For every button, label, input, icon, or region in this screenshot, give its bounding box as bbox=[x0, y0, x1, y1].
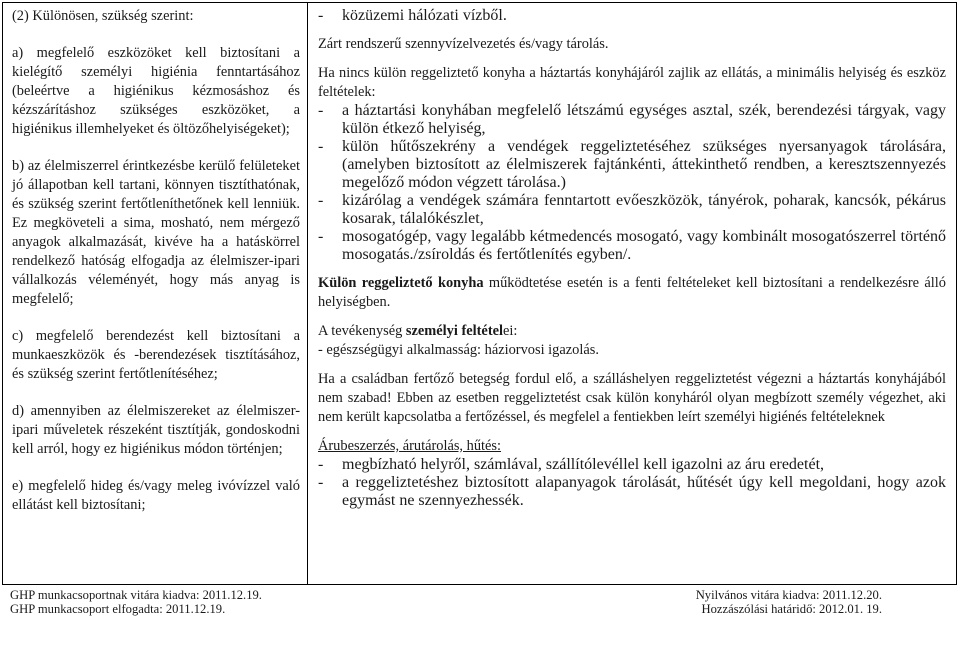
purchase-item: - a reggeliztetéshez biztosított alapanyagok tárolását, hűtését úgy kell megoldani, hogy azok egymást ne szennyezhessék. bbox=[318, 474, 946, 509]
water-supply-item: - közüzemi hálózati vízből. bbox=[318, 7, 946, 25]
paragraph-a: a) megfelelő eszközöket kell biztosítani a kielégítő személyi higiénia fenntartásához (beleértve a higiénikus kézmosáshoz és kézszárításhoz szükséges eszközöket, a higiénikus illemhelyeket és öltözőhelyiségeket); bbox=[12, 45, 300, 137]
kitchen-item: - a háztartási konyhában megfelelő létszámú egységes asztal, szék, berendezési tárgyak, vagy külön étkező helyiség, bbox=[318, 102, 946, 137]
footer-right-line2: Hozzászólási határidő: 2012.01. 19. bbox=[701, 602, 882, 616]
kitchen-intro: Ha nincs külön reggeliztető konyha a háztartás konyhájáról zajlik az ellátás, a minimális helyiség és eszköz feltételek: bbox=[318, 65, 946, 100]
footer-left-line1: GHP munkacsoportnak vitára kiadva: 2011.12.19. bbox=[10, 588, 262, 602]
paragraph-b: b) az élelmiszerrel érintkezésbe kerülő felületeket jó állapotban kell tartani, könnyen tisztíthatónak, és szükség szerint fertőtleníthetőnek kell lenniük. Ez megköveteli a sima, mosható, nem mérgező anyagok alkalmazását, kivéve ha a hatáskörrel rendelkező hatóság elfogadja az élelmiszer-ipari vállalkozás véleményét, hogy más anyag is megfelelő; bbox=[12, 158, 300, 307]
kitchen-item: - mosogatógép, vagy legalább kétmedencés mosogató, vagy kombinált mosogatószerrel történő mosogatás./zsíroldás és fertőtlenítés egyben/. bbox=[318, 228, 946, 263]
footer-left-line2: GHP munkacsoport elfogadta: 2011.12.19. bbox=[10, 602, 226, 616]
disease-paragraph: Ha a családban fertőző betegség fordul elő, a szálláshelyen reggeliztetést végezni a háztartás konyhájából nem szabad! Ebben az esetben reggeliztetést csak külön konyháról olyan megbízott személy végezhet, aki nem került kapcsolatba a fertőzéssel, és megfelel a fentiekben leírt személyi higiénés feltételeknek bbox=[318, 371, 946, 425]
right-column bbox=[308, 3, 957, 585]
kitchen-item: - kizárólag a vendégek számára fenntartott evőeszközök, tányérok, poharak, kancsók, pékárus kosarak, tálalókészlet, bbox=[318, 192, 946, 227]
footer-right-line1: Nyilvános vitára kiadva: 2011.12.20. bbox=[695, 588, 882, 602]
separate-kitchen-bold: Külön reggeliztető konyha bbox=[318, 275, 484, 291]
left-column bbox=[3, 3, 308, 585]
separate-kitchen-paragraph: Külön reggeliztető konyha működtetése esetén is a fenti feltételeket kell biztosítani a rendelkezésre álló helyiségben. bbox=[318, 275, 946, 310]
purchase-heading: Árubeszerzés, árutárolás, hűtés: bbox=[318, 438, 502, 454]
purchase-item: - megbízható helyről, számlával, szállítólevéllel kell igazolni az áru eredetét, bbox=[318, 456, 825, 473]
document-table bbox=[2, 2, 957, 585]
water-supply-text: közüzemi hálózati vízből. bbox=[342, 7, 507, 24]
page-footer bbox=[10, 588, 882, 616]
kitchen-item: - külön hűtőszekrény a vendégek reggeliztetéséhez szükséges nyersanyagok tárolására, (amelyben biztosított az élelmiszerek fajtánkénti, áttekinthető rendben, a keresztszennyezés megelőző módon végzett tárolása.) bbox=[318, 138, 946, 191]
closed-sewage: Zárt rendszerű szennyvízelvezetés és/vagy tárolás. bbox=[318, 36, 609, 52]
personal-conditions-line: - egészségügyi alkalmasság: háziorvosi igazolás. bbox=[318, 342, 599, 358]
left-heading: (2) Különösen, szükség szerint: bbox=[12, 8, 194, 24]
paragraph-d: d) amennyiben az élelmiszereket az élelmiszer-ipari műveletek részeként tisztítják, gondoskodni kell arról, hogy ez higiénikus módon történjen; bbox=[12, 403, 300, 457]
paragraph-e: e) megfelelő hideg és/vagy meleg ivóvízzel való ellátást kell biztosítani; bbox=[12, 478, 300, 513]
paragraph-c: c) megfelelő berendezést kell biztosítani a munkaeszközök és -berendezések tisztításához, és szükség szerint fertőtlenítéséhez; bbox=[12, 328, 300, 382]
personal-conditions-heading: A tevékenység személyi feltételei: bbox=[318, 323, 518, 339]
